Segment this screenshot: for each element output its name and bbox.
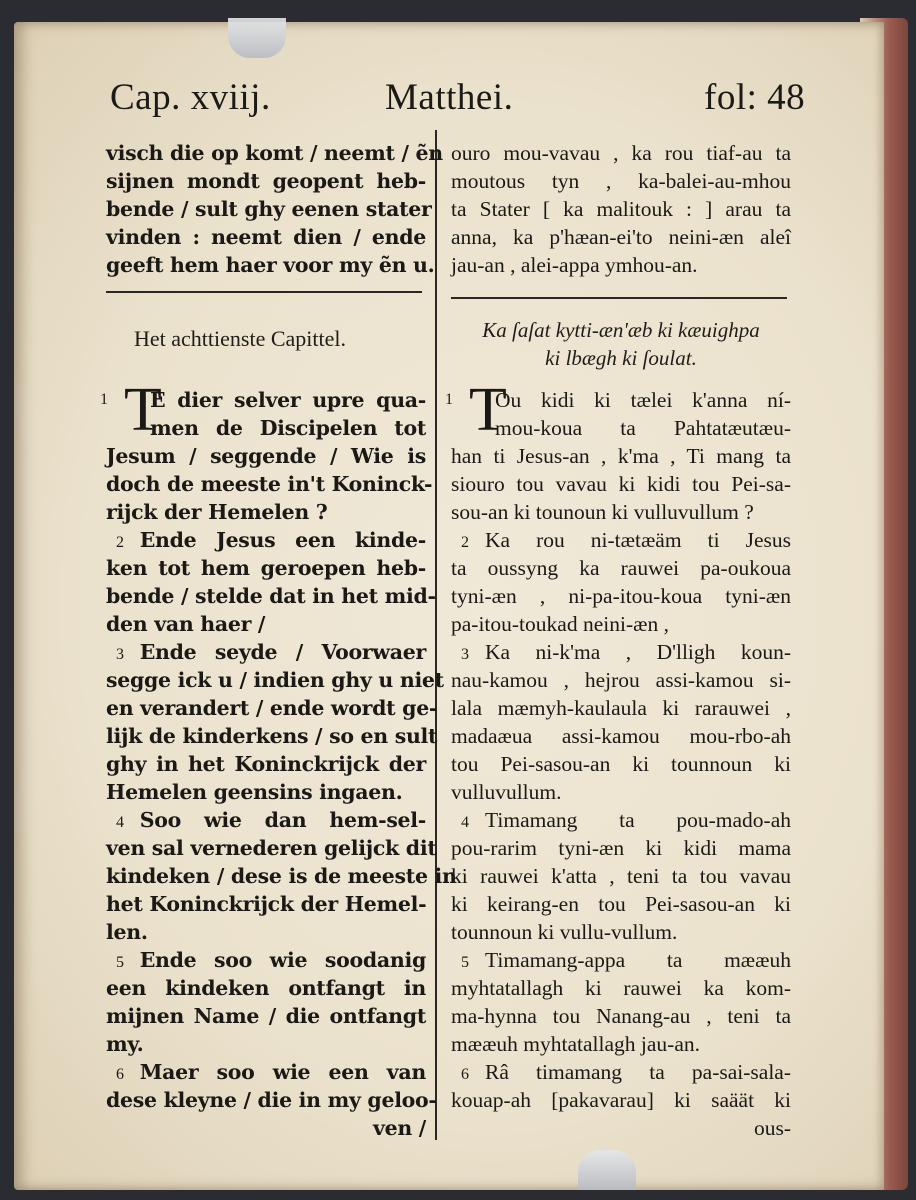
- text-line: [106, 223, 426, 251]
- line-text: Ende soo wie soodanig: [139, 948, 426, 972]
- line-text: moutous tyn , ka-balei-au-mhou: [451, 169, 791, 193]
- text-line: [451, 554, 791, 582]
- line-text: ouro mou-vavau , ka rou tiaf-au ta: [451, 141, 791, 165]
- line-text: mææuh myhtatallagh jau-an.: [451, 1032, 700, 1056]
- line-text: vinden : neemt dien / ende: [106, 225, 426, 249]
- text-line: [106, 195, 432, 223]
- text-line: [451, 1030, 791, 1058]
- line-text: ta oussyng ka rauwei pa-oukoua: [451, 556, 791, 580]
- left-verses: [100, 376, 457, 1142]
- text-line: [106, 554, 426, 582]
- right-verses: [445, 376, 791, 1142]
- text-line: [106, 251, 435, 279]
- verse-number: 4: [116, 814, 124, 831]
- text-line: [106, 778, 426, 806]
- verse-number: 3: [461, 646, 469, 663]
- line-text: tyni-æn , ni-pa-itou-koua tyni-æn: [451, 584, 791, 608]
- verse-line-start: [451, 806, 791, 834]
- line-text: siouro tou vavau ki kidi tou Pei-sa-: [451, 472, 791, 496]
- verse-number: 5: [461, 954, 469, 971]
- text-line: [106, 167, 426, 195]
- line-text: kindeken / dese is de meeste in: [106, 864, 457, 888]
- text-line: [451, 974, 791, 1002]
- folio-number: fol: 48: [704, 77, 806, 118]
- text-line: [106, 1030, 426, 1058]
- text-line: [451, 582, 791, 610]
- line-text: han ti Jesus-an , k'ma , Ti mang ta: [451, 444, 791, 468]
- line-text: den van haer /: [106, 612, 266, 636]
- line-text: lijk de kinderkens / so en sult: [106, 724, 438, 748]
- line-text: sijnen mondt geopent heb-: [106, 169, 426, 193]
- verse-line-start: [451, 638, 791, 666]
- line-text: Maer soo wie een van: [139, 1060, 426, 1084]
- line-text: visch die op komt / neemt / ẽn: [106, 141, 443, 165]
- line-text: pou-rarim tyni-æn ki kidi mama: [451, 836, 791, 860]
- verse-line-start: [106, 1058, 426, 1086]
- verse-line-start: [451, 1058, 791, 1086]
- text-line: [451, 862, 791, 890]
- line-text: kouap-ah [pakavarau] ki saäät ki: [451, 1088, 791, 1112]
- line-text: tounnoun ki vullu-vullum.: [451, 920, 678, 944]
- text-line: [451, 750, 791, 778]
- line-text: bende / stelde dat in het mid-: [106, 584, 436, 608]
- text-line: [106, 862, 457, 890]
- verse-number: 6: [116, 1066, 124, 1083]
- verse-line-start: [451, 946, 791, 974]
- column-divider: [435, 130, 437, 1140]
- left-section-rule: [106, 291, 422, 293]
- text-line: [106, 666, 444, 694]
- line-text: ki keirang-en tou Pei-sasou-an ki: [451, 892, 791, 916]
- text-line: [451, 167, 791, 195]
- page-clip-bottom: [578, 1150, 636, 1190]
- line-text: E dier selver upre qua-: [150, 388, 426, 412]
- text-line: [451, 890, 791, 918]
- verse-number: 2: [461, 534, 469, 551]
- text-line: [451, 223, 791, 251]
- verse-line-start: [451, 526, 791, 554]
- text-line: [451, 694, 791, 722]
- verse-number: 1: [445, 391, 453, 408]
- text-line: [106, 1114, 426, 1142]
- text-line: [451, 195, 791, 223]
- right-section-rule: [451, 297, 787, 299]
- line-text: Soo wie dan hem-sel-: [139, 808, 426, 832]
- line-text: ken tot hem geroepen heb-: [106, 556, 426, 580]
- text-line: [451, 778, 791, 806]
- line-text: bende / sult ghy eenen stater: [106, 197, 432, 221]
- right-chapter-heading-line: Ka ſaſat kytti-æn'æb ki kæuighpa: [482, 318, 760, 342]
- line-text: ghy in het Koninckrijck der: [106, 752, 426, 776]
- text-line: [106, 974, 426, 1002]
- line-text: ma-hynna tou Nanang-au , teni ta: [451, 1004, 791, 1028]
- line-text: segge ick u / indien ghy u niet: [106, 668, 444, 692]
- line-text: nau-kamou , hejrou assi-kamou si-: [451, 668, 791, 692]
- line-text: ven sal vernederen gelijck dit: [106, 836, 437, 860]
- running-title: Matthei.: [385, 77, 514, 118]
- line-text: het Koninckrijck der Hemel-: [106, 892, 427, 916]
- right-chapter-heading-line: ki lbægh ki ſoulat.: [545, 346, 697, 370]
- line-text: Ou kidi ki tælei k'anna ní-: [495, 388, 791, 412]
- text-line: [106, 1002, 426, 1030]
- line-text: Timamang ta pou-mado-ah: [485, 808, 791, 832]
- text-line: [451, 442, 791, 470]
- text-line: [451, 1114, 791, 1142]
- line-text: Hemelen geensins ingaen.: [106, 780, 403, 804]
- line-text: ous-: [753, 1116, 791, 1140]
- text-line: [451, 1086, 791, 1114]
- page-clip-top: [228, 18, 286, 58]
- line-text: anna, ka p'hæan-ei'to neini-æn aleî: [451, 225, 791, 249]
- verse-number: 3: [116, 646, 124, 663]
- text-line: [106, 610, 426, 638]
- line-text: Ka ni-k'ma , D'lligh koun-: [485, 640, 791, 664]
- text-line: [451, 918, 791, 946]
- text-line: [106, 582, 436, 610]
- text-line: [106, 414, 426, 442]
- text-line: [451, 470, 791, 498]
- line-text: sou-an ki tounoun ki vulluvullum ?: [451, 500, 754, 524]
- drop-cap: T: [469, 376, 507, 444]
- text-line: [451, 610, 791, 638]
- text-line: [451, 722, 791, 750]
- line-text: lala mæmyh-kaulaula ki rarauwei ,: [451, 696, 791, 720]
- line-text: Ka rou ni-tætæäm ti Jesus: [485, 528, 791, 552]
- line-text: rijck der Hemelen ?: [106, 500, 328, 524]
- verse-number: 1: [100, 391, 108, 408]
- text-line: [451, 1002, 791, 1030]
- text-line: [106, 470, 433, 498]
- text-line: [106, 890, 426, 918]
- drop-cap: T: [124, 376, 162, 444]
- line-text: geeft hem haer voor my ẽn u.: [106, 253, 435, 277]
- line-text: ven /: [373, 1116, 426, 1140]
- left-top-text: [106, 139, 443, 279]
- line-text: doch de meeste in't Koninck-: [106, 472, 433, 496]
- left-chapter-heading: Het achttienste Capittel.: [134, 326, 346, 351]
- line-text: Râ timamang ta pa-sai-sala-: [485, 1060, 791, 1084]
- line-text: tou Pei-sasou-an ki tounnoun ki: [451, 752, 791, 776]
- text-line: [451, 834, 791, 862]
- verse-number: 2: [116, 534, 124, 551]
- line-text: men de Discipelen tot: [150, 416, 426, 440]
- line-text: mijnen Name / die ontfangt: [106, 1004, 426, 1028]
- right-chapter-heading: [451, 316, 791, 372]
- verse-line-start: [106, 946, 426, 974]
- verse-line-start: [106, 526, 426, 554]
- text-line: [451, 414, 791, 442]
- text-line: [106, 1086, 437, 1114]
- verse-number: 5: [116, 954, 124, 971]
- line-text: pa-itou-toukad neini-æn ,: [451, 612, 669, 636]
- text-line: [106, 139, 443, 167]
- text-line: [451, 139, 791, 167]
- text-line: [451, 251, 791, 279]
- line-text: madaæua assi-kamou mou-rbo-ah: [451, 724, 791, 748]
- text-line: [451, 666, 791, 694]
- chapter-label: Cap. xviij.: [110, 77, 271, 118]
- line-text: mou-koua ta Pahtatæutæu-: [495, 416, 791, 440]
- line-text: myhtatallagh ki rauwei ka kom-: [451, 976, 791, 1000]
- line-text: my.: [106, 1032, 144, 1056]
- text-line: [106, 750, 426, 778]
- text-line: [106, 834, 437, 862]
- line-text: Ende Jesus een kinde-: [139, 528, 426, 552]
- text-line: [106, 442, 426, 470]
- verse-line-start: [106, 806, 426, 834]
- text-line: [106, 694, 438, 722]
- text-line: [106, 498, 426, 526]
- line-text: dese kleyne / die in my geloo-: [106, 1088, 437, 1112]
- text-line: [451, 498, 791, 526]
- text-line: [106, 722, 438, 750]
- verse-line-start: [106, 638, 426, 666]
- verse-number: 4: [461, 814, 469, 831]
- line-text: vulluvullum.: [451, 780, 562, 804]
- line-text: jau-an , alei-appa ymhou-an.: [451, 253, 698, 277]
- line-text: en verandert / ende wordt ge-: [106, 696, 438, 720]
- verse-number: 6: [461, 1066, 469, 1083]
- line-text: Jesum / seggende / Wie is: [106, 444, 426, 468]
- line-text: een kindeken ontfangt in: [106, 976, 426, 1000]
- line-text: ki rauwei k'atta , teni ta tou vavau: [451, 864, 791, 888]
- line-text: Ende seyde / Voorwaer: [139, 640, 426, 664]
- line-text: ta Stater [ ka malitouk : ] arau ta: [451, 197, 791, 221]
- text-line: [106, 918, 426, 946]
- right-top-text: [451, 139, 791, 279]
- line-text: Timamang-appa ta mææuh: [485, 948, 791, 972]
- line-text: len.: [106, 920, 148, 944]
